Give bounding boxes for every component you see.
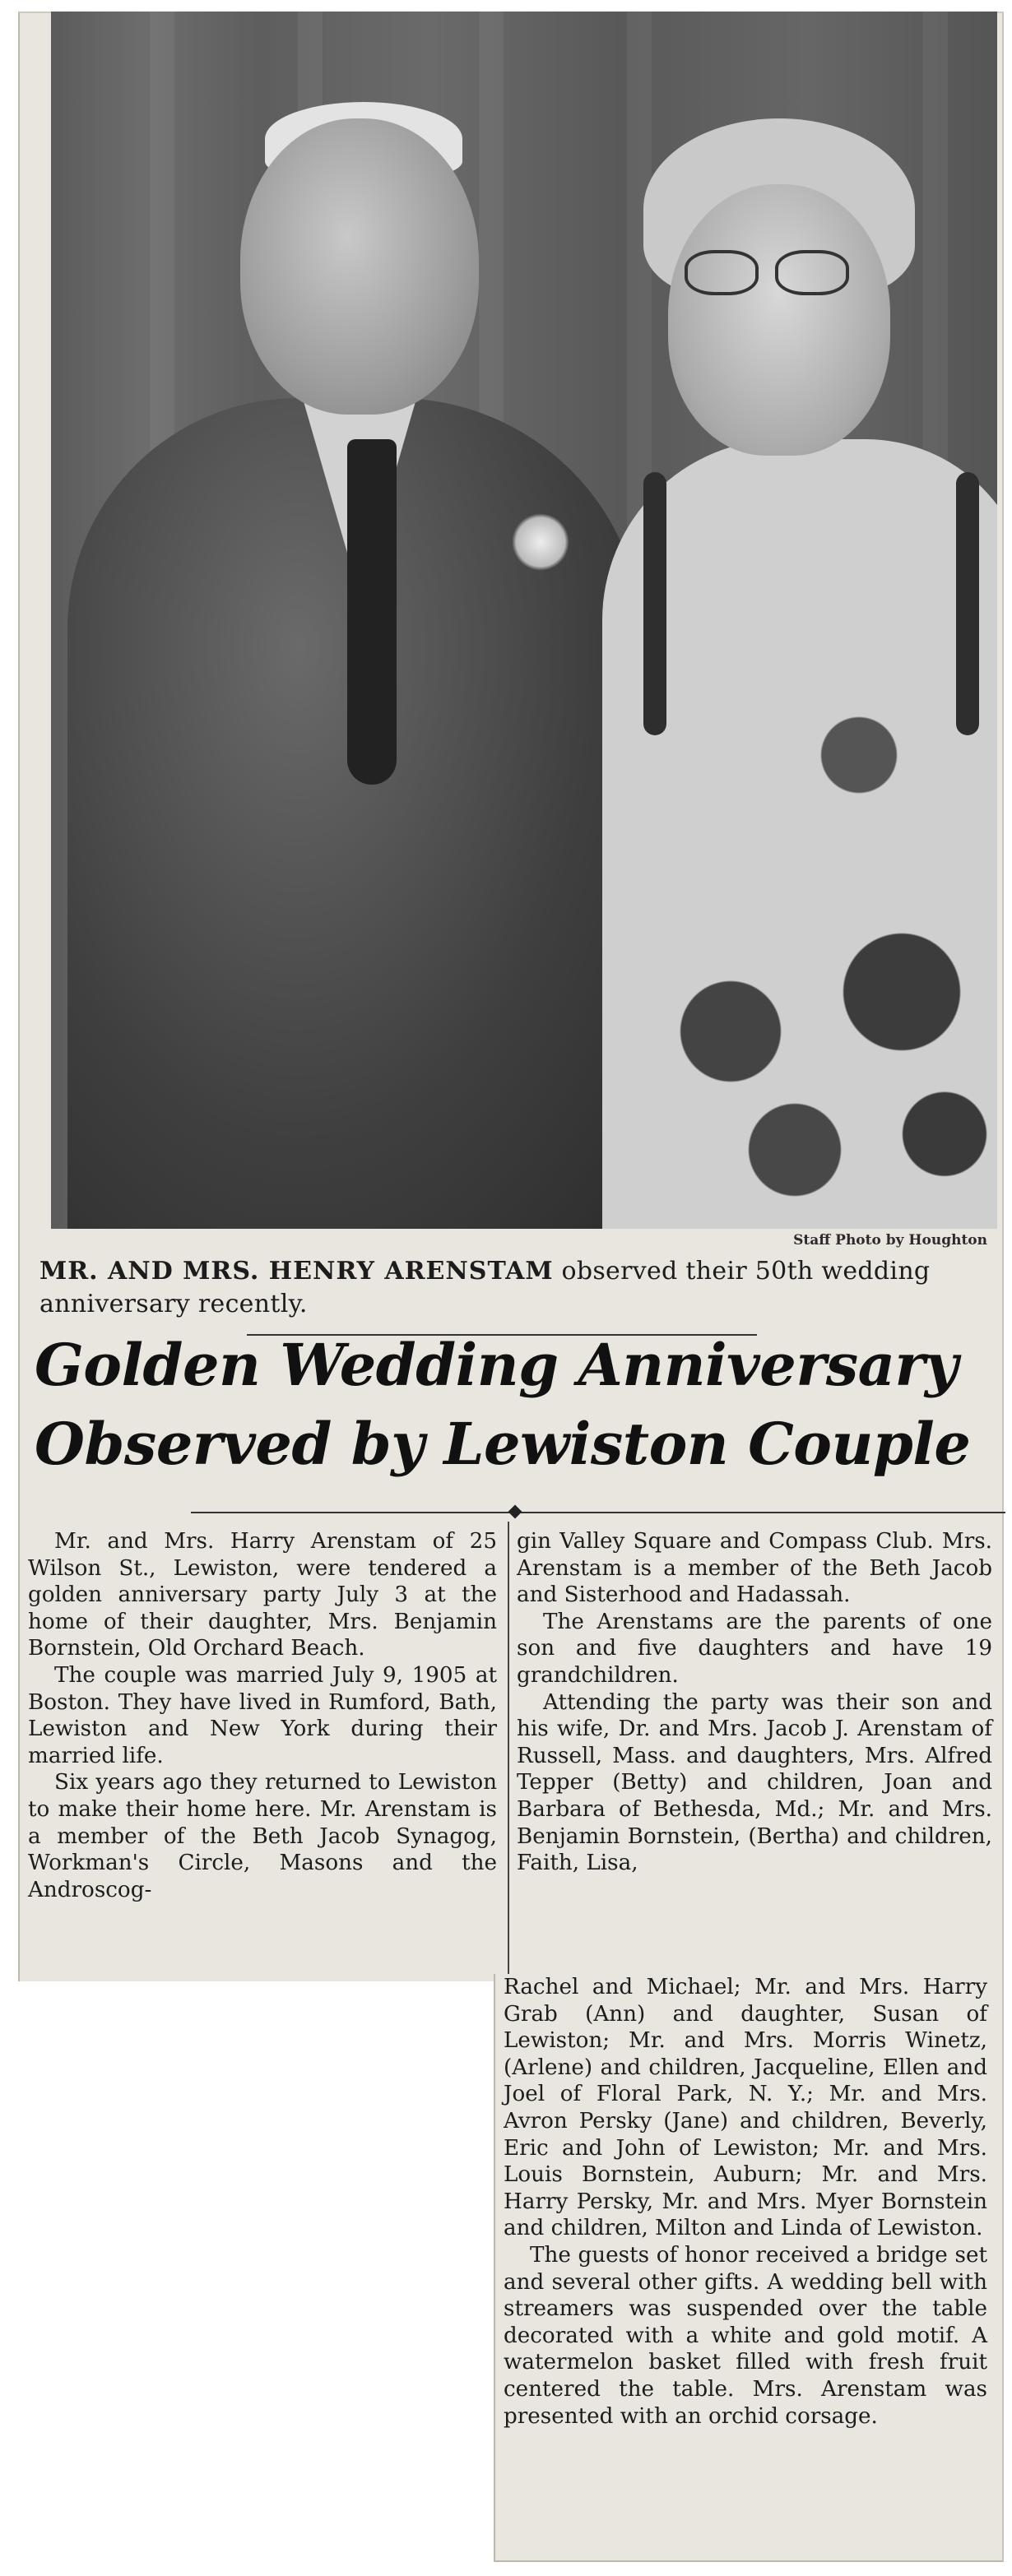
- paragraph: Mr. and Mrs. Harry Arenstam of 25 Wilson St., Lewiston, were tendered a golden anniversary party July 3 at the home of their daughter, Mrs. Benjamin Bornstein, Old Orchard Beach.: [28, 1529, 497, 1661]
- article-right-column-continued: [504, 1974, 987, 2430]
- glasses: [685, 250, 759, 295]
- paragraph: The couple was married July 9, 1905 at Boston. They have lived in Rumford, Bath, Lewiston and New York during their married life.: [28, 1662, 497, 1768]
- paragraph: Six years ago they returned to Lewiston to make their home here. Mr. Arenstam is a member of the Beth Jacob Synagog, Workman's Circle, Masons and the Androscog-: [28, 1770, 497, 1902]
- paragraph: gin Valley Square and Compass Club. Mrs. Arenstam is a member of the Beth Jacob and Sisterhood and Hadassah.: [517, 1529, 992, 1608]
- photo-credit: Staff Photo by Houghton: [793, 1232, 987, 1249]
- article-left-column: [28, 1528, 497, 1903]
- paragraph: Rachel and Michael; Mr. and Mrs. Harry Grab (Ann) and daughter, Susan of Lewiston; Mr. and Mrs. Morris Winetz, (Arlene) and children, Jacqueline, Ellen and Joel of Floral Park, N. Y.; Mr. and Mrs. Avron Persky (Jane) and children, Beverly, Eric and John of Lewiston; Mr. and Mrs. Louis Bornstein, Auburn; Mr. and Mrs. Harry Persky, Mr. and Mrs. Myer Bornstein and children, Milton and Linda of Lewiston.: [504, 1975, 987, 2241]
- article-right-column: [517, 1528, 992, 1877]
- paragraph: The guests of honor received a bridge set and several other gifts. A wedding bell with streamers was suspended over the table decorated with a white and gold motif. A watermelon basket filled with fresh fruit centered the table. Mrs. Arenstam was presented with an orchid corsage.: [504, 2242, 987, 2429]
- woman-head: [668, 184, 890, 456]
- boutonniere: [512, 513, 569, 571]
- headline: [35, 1326, 997, 1484]
- man-head: [240, 118, 479, 415]
- paragraph: Attending the party was their son and his wife, Dr. and Mrs. Jacob J. Arenstam of Russell, Mass. and daughters, Mrs. Alfred Tepper (Betty) and children, Joan and Barbara of Bethesda, Md.; Mr. and Mrs. Benjamin Bornstein, (Bertha) and children, Faith, Lisa,: [517, 1689, 992, 1876]
- caption-text: observed their 50th wedding anniversary recently.: [39, 1257, 931, 1318]
- paragraph: The Arenstams are the parents of one son and five daughters and have 19 grandchildren.: [517, 1609, 992, 1688]
- photo-caption: [39, 1255, 994, 1321]
- column-divider: [508, 1522, 509, 1974]
- couple-photo: [51, 12, 997, 1229]
- headline-line1: Golden Wedding Anniversary: [35, 1331, 959, 1399]
- rule-bottom: [191, 1512, 1005, 1513]
- headline-line2: Observed by Lewiston Couple: [35, 1410, 971, 1478]
- caption-names: MR. AND MRS. HENRY ARENSTAM: [39, 1257, 554, 1286]
